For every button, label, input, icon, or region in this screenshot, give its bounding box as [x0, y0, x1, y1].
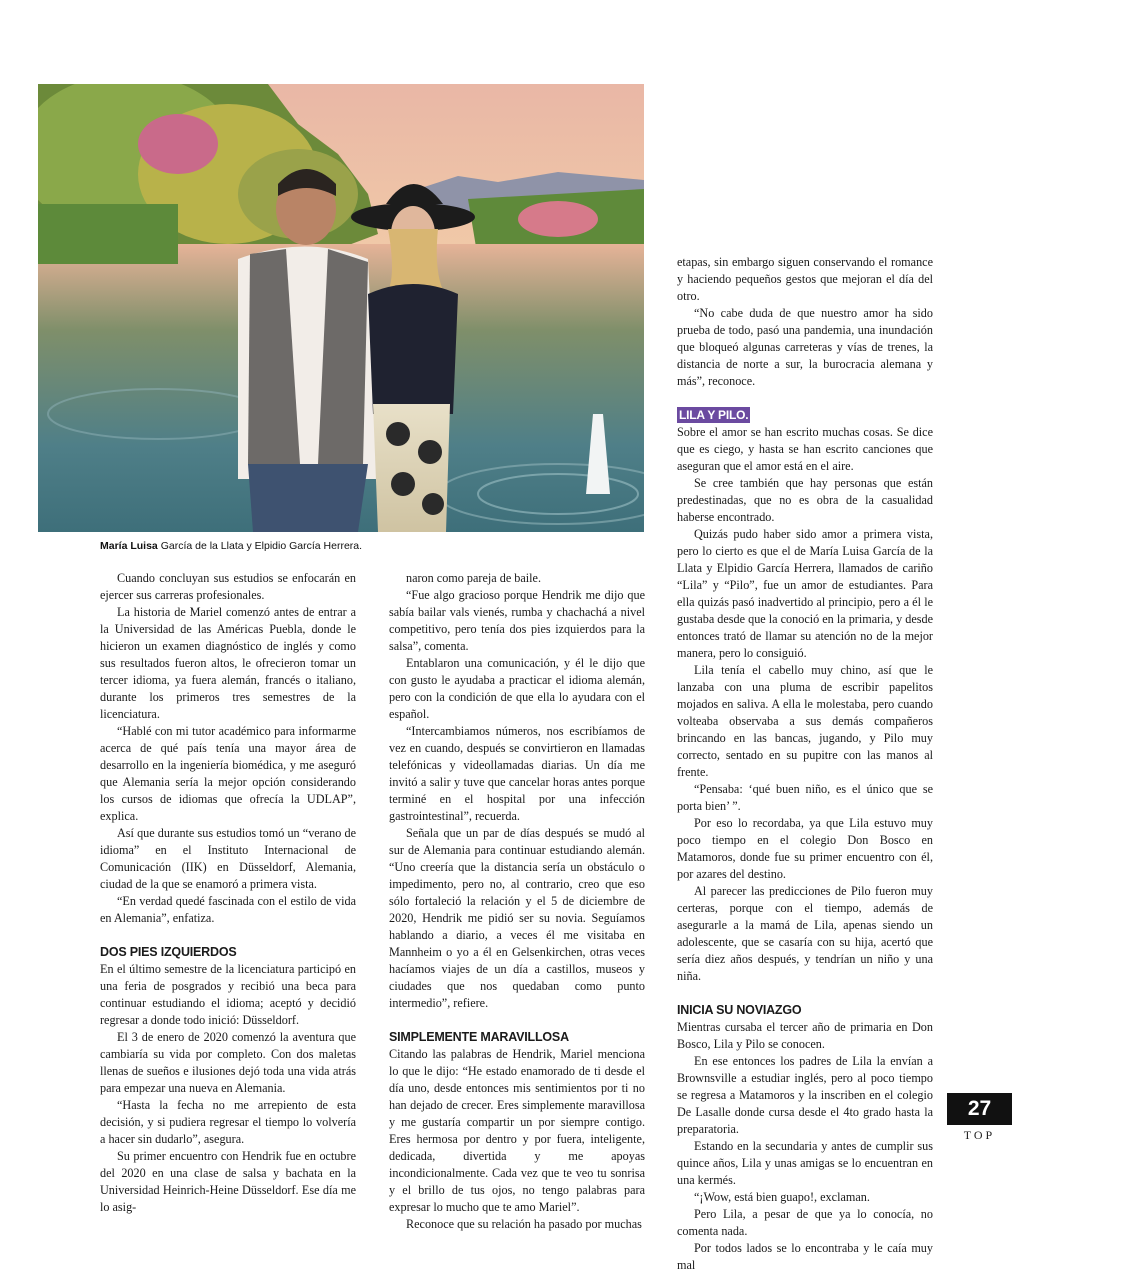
paragraph: “En verdad quedé fascinada con el estilo de vida en Alemania”, enfatiza.: [100, 894, 356, 925]
section-tag: LILA Y PILO.: [679, 408, 749, 422]
couple-photo: [38, 84, 644, 532]
paragraph: “Fue algo gracioso porque Hendrik me dijo que sabía bailar vals vienés, rumba y chachachá a nivel competitivo, pero tenía dos pies izquierdos para la salsa”, comenta.: [389, 588, 645, 653]
paragraph: Se cree también que hay personas que están predestinadas, que no es obra de la casualidad haberse encontrado.: [677, 476, 933, 524]
caption-name: María Luisa: [100, 540, 158, 552]
paragraph: etapas, sin embargo siguen conservando el romance y haciendo pequeños gestos que mejoran el día del otro.: [677, 255, 933, 303]
paragraph: Quizás pudo haber sido amor a primera vista, pero lo cierto es que el de María Luisa García de la Llata y Elpidio García Herrera, llamados de cariño “Lila” y “Pilo”, fue un amor de estudiantes. Para ella quizás pasó inadvertido al principio, pero a él le gustaba desde que la conoció en la primaria, y desde entonces trató de llamar su atención no de la mejor manera, pero lo consiguió.: [677, 527, 933, 660]
paragraph: La historia de Mariel comenzó antes de entrar a la Universidad de las Américas Puebla, donde le hicieron un examen diagnóstico de inglés y como sus resultados fueron altos, le ofrecieron tomar un tercer idioma, ya fuera alemán, francés o italiano, durante los primeros tres semestres de la licenciatura.: [100, 605, 356, 721]
photo-caption: [100, 540, 640, 552]
paragraph: “Hablé con mi tutor académico para informarme acerca de qué país tenía una mayor área de desarrollo en la ingeniería biomédica, y me aseguró que Alemania sería la mejor opción considerando los cursos de idiomas que ofrecía la UDLAP”, explica.: [100, 724, 356, 823]
paragraph: Estando en la secundaria y antes de cumplir sus quince años, Lila y unas amigas se lo encuentran en una kermés.: [677, 1139, 933, 1187]
paragraph: Así que durante sus estudios tomó un “verano de idioma” en el Instituto Internacional de Comunicación (IIK) en Düsseldorf, Alemania, ciudad de la que se enamoró a primera vista.: [100, 826, 356, 891]
paragraph: Mientras cursaba el tercer año de primaria en Don Bosco, Lila y Pilo se conocen.: [677, 1020, 933, 1051]
paragraph: Al parecer las predicciones de Pilo fueron muy certeras, porque con el tiempo, además de asegurarle a la mamá de Lila, apenas siendo un adolescente, que se casaría con su hija, acertó que sería diez años después, y tendrían un niño y una niña.: [677, 884, 933, 983]
paragraph: Por todos lados se lo encontraba y le caía muy mal: [677, 1241, 933, 1272]
paragraph: Reconoce que su relación ha pasado por muchas: [406, 1217, 642, 1231]
paragraph: El 3 de enero de 2020 comenzó la aventura que cambiaría su vida por completo. Con dos maletas llenas de sueños e ilusiones dejó toda una vida atrás para empezar una nueva en Alemania.: [100, 1030, 356, 1095]
paragraph: Su primer encuentro con Hendrik fue en octubre del 2020 en una clase de salsa y bachata en la Universidad Heinrich-Heine Düsseldorf. Ese día me lo asig-: [100, 1149, 356, 1214]
paragraph: Entablaron una comunicación, y él le dijo que con gusto le ayudaba a practicar el idioma alemán, pero con la condición de que ella lo ayudara con el español.: [389, 656, 645, 721]
article-column-2: [389, 570, 645, 1233]
paragraph: “Pensaba: ‘qué buen niño, es el único que se porta bien’ ”.: [677, 782, 933, 813]
article-column-1: [100, 570, 356, 1216]
page-number: 27: [947, 1093, 1012, 1125]
paragraph: En ese entonces los padres de Lila la envían a Brownsville a estudiar inglés, pero al poco tiempo se regresa a Matamoros y la inscriben en el colegio De Lasalle donde cursa desde el 4to grado hasta la preparatoria.: [677, 1054, 933, 1136]
paragraph: Señala que un par de días después se mudó al sur de Alemania para continuar estudiando alemán. “Uno creería que la distancia sería un obstáculo o impedimento, pero no, al contrario, creo que eso sólo fortaleció la relación y el 5 de diciembre de 2020, Hendrik me pidió ser su novia. Seguíamos hablando a diario, a veces él me visitaba en Mannheim o yo a él en Gelsenkirchen, otras veces hacíamos viajes de un día a castillos, museos y ciudades que nos quedaban como punto intermedio”, refiere.: [389, 826, 645, 1010]
paragraph: Sobre el amor se han escrito muchas cosas. Se dice que es ciego, y hasta se han escrito canciones que aseguran que el amor está en el aire.: [677, 425, 933, 473]
paragraph: Citando las palabras de Hendrik, Mariel menciona lo que le dijo: “He estado enamorado de ti desde el día uno, desde entonces mis sentimientos por ti no han dejado de crecer. Eres simplemente maravillosa y me gustaría compartir un por siempre contigo. Eres hermosa por dentro y por fuera, inteligente, dedicada, divertida y me apoyas incondicionalmente. Cada vez que te veo tu sonrisa y el brillo de tus ojos, no tengo palabras para expresar lo mucho que te amo Mariel”.: [389, 1047, 645, 1214]
section-heading: SIMPLEMENTE MARAVILLOSA: [389, 1030, 569, 1044]
section-label: TOP: [963, 1128, 996, 1142]
section-heading: DOS PIES IZQUIERDOS: [100, 945, 237, 959]
section-heading: INICIA SU NOVIAZGO: [677, 1003, 802, 1017]
paragraph: Por eso lo recordaba, ya que Lila estuvo muy poco tiempo en el colegio Don Bosco en Matamoros, donde fue su primer encuentro con él, por azares del destino.: [677, 816, 933, 881]
paragraph: Cuando concluyan sus estudios se enfocarán en ejercer sus carreras profesionales.: [100, 571, 356, 602]
paragraph: En el último semestre de la licenciatura participó en una feria de posgrados y recibió una beca para continuar estudiando el idioma; aceptó y decidió regresar a donde todo inició: Düsseldorf.: [100, 962, 356, 1027]
caption-rest: García de la Llata y Elpidio García Herrera.: [157, 540, 363, 552]
paragraph: “Intercambiamos números, nos escribíamos de vez en cuando, después se convirtieron en llamadas telefónicas y videollamadas diarias. Un día me invitó a salir y tuve que cancelar horas antes porque terminé en el hospital por una infección gastrointestinal”, recuerda.: [389, 724, 645, 823]
article-column-3: [677, 254, 933, 1274]
paragraph: naron como pareja de baile.: [406, 571, 542, 585]
paragraph: “¡Wow, está bien guapo!, exclaman.: [694, 1190, 870, 1204]
paragraph: “No cabe duda de que nuestro amor ha sido prueba de todo, pasó una pandemia, una inundación que bloqueó algunas carreteras y vías de trenes, la distancia de norte a sur, la burocracia alemana y más”, reconoce.: [677, 306, 933, 388]
paragraph: “Hasta la fecha no me arrepiento de esta decisión, y si pudiera regresar el tiempo lo volvería a hacer sin dudarlo”, asegura.: [100, 1098, 356, 1146]
paragraph: Lila tenía el cabello muy chino, así que le lanzaba con una pluma de escribir papelitos mojados en saliva. A ella le molestaba, pero cuando volteaba observaba a sus demás compañeros brincando en las bancas, jugando, y Pilo muy correcto, sentado en su pupitre con las manos al frente.: [677, 663, 933, 779]
paragraph: Pero Lila, a pesar de que ya lo conocía, no comenta nada.: [677, 1207, 933, 1238]
